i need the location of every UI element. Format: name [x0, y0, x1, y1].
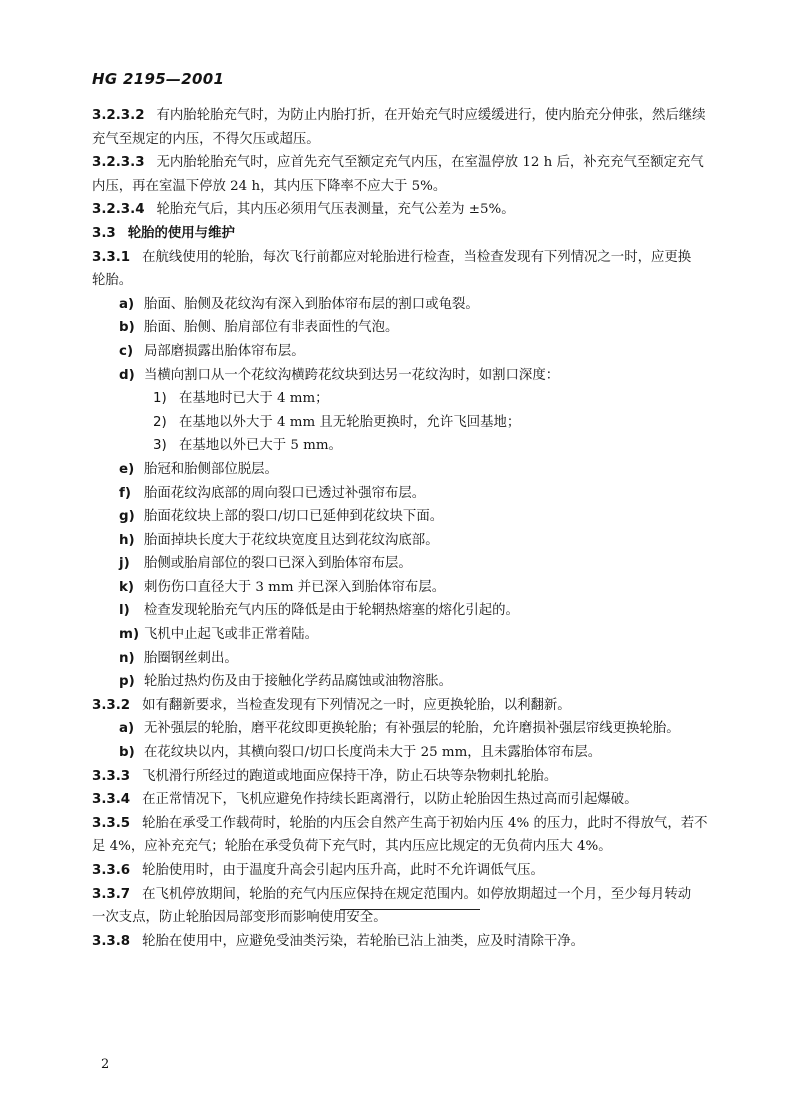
- sub-list-item-text: 在基地时已大于 4 mm；: [179, 391, 329, 407]
- list-item: [92, 364, 708, 388]
- sub-list-item-label: 1): [153, 391, 167, 407]
- list-item-text: 局部磨损露出胎体帘布层。: [144, 343, 305, 359]
- sub-list-item: [92, 434, 708, 458]
- list-item: [92, 482, 708, 506]
- list-item-text: 胎面、胎侧及花纹沟有深入到胎体帘布层的割口或龟裂。: [144, 296, 479, 312]
- clause-text: 如有翻新要求，当检查发现有下列情况之一时，应更换轮胎，以利翻新。: [142, 697, 571, 713]
- list-item: [92, 316, 708, 340]
- clause: [92, 788, 708, 812]
- clause-number: 3.3.8: [92, 933, 131, 949]
- clause-number: 3.3.3: [92, 768, 131, 784]
- clause-text: 轮胎充气后，其内压必须用气压表测量，充气公差为 ±5%。: [156, 202, 515, 218]
- section-heading: [92, 222, 708, 246]
- list-item-label: g): [119, 509, 135, 525]
- list-item-label: a): [119, 296, 135, 312]
- clause: [92, 198, 708, 222]
- list-item: [92, 717, 708, 741]
- section-number: 3.3: [92, 225, 116, 241]
- clause-text: 在飞机停放期间，轮胎的充气内压应保持在规定范围内。如停放期超过一个月，至少每月转动: [142, 886, 692, 902]
- clause-number: 3.2.3.2: [92, 108, 145, 123]
- list-item-label: k): [119, 579, 135, 595]
- list-item-label: a): [119, 721, 135, 737]
- clause-number: 3.3.2: [92, 697, 131, 713]
- clause-text: 充气至规定的内压，不得欠压或超压。: [92, 131, 320, 147]
- clause-text: 轮胎在使用中，应避免受油类污染，若轮胎已沾上油类，应及时清除干净。: [142, 933, 585, 949]
- list-item-label: h): [119, 532, 135, 548]
- list-item-text: 胎侧或胎肩部位的裂口已深入到胎体帘布层。: [144, 556, 412, 572]
- list-item: [92, 599, 708, 623]
- clause-line: [92, 175, 708, 199]
- clause-text: 无内胎轮胎充气时，应首先充气至额定充气内压，在室温停放 12 h 后，补充充气至额定充气: [156, 155, 704, 171]
- list-item-label: d): [119, 367, 135, 383]
- clause-line: [92, 930, 708, 954]
- standard-code: HG 2195—2001: [92, 70, 225, 88]
- list-item-text: 胎面花纹沟底部的周向裂口已透过补强帘布层。: [144, 485, 426, 501]
- sub-list-item: [92, 387, 708, 411]
- clause: [92, 812, 708, 859]
- clause: [92, 694, 708, 718]
- sub-list-item-label: 3): [153, 438, 167, 454]
- list-item-text: 无补强层的轮胎，磨平花纹即更换轮胎；有补强层的轮胎，允许磨损补强层帘线更换轮胎。: [144, 721, 680, 737]
- list-item-label: m): [119, 627, 140, 643]
- clause-text: 一次支点，防止轮胎因局部变形而影响使用安全。: [92, 910, 387, 926]
- clause-line: [92, 765, 708, 789]
- list-item-text: 胎面、胎侧、胎肩部位有非表面性的气泡。: [144, 320, 399, 336]
- list-item: [92, 741, 708, 765]
- sub-list-item-text: 在基地以外大于 4 mm 且无轮胎更换时，允许飞回基地；: [179, 414, 521, 430]
- sub-list-item: [92, 411, 708, 435]
- clause-text: 在正常情况下，飞机应避免作持续长距离滑行，以防止轮胎因生热过高而引起爆破。: [142, 792, 638, 808]
- list-item: [92, 623, 708, 647]
- clause-number: 3.2.3.4: [92, 202, 145, 218]
- list-item-label: f): [119, 485, 131, 501]
- sub-list-item-label: 2): [153, 414, 167, 430]
- list-item-text: 胎圈钢丝刺出。: [144, 650, 238, 666]
- section-title: 轮胎的使用与维护: [127, 225, 235, 241]
- clause: [92, 930, 708, 954]
- list-item-text: 在花纹块以内，其横向裂口/切口长度尚未大于 25 mm，且未露胎体帘布层。: [144, 745, 602, 761]
- list-item-text: 检查发现轮胎充气内压的降低是由于轮辋热熔塞的熔化引起的。: [144, 603, 519, 619]
- end-rule: [340, 909, 480, 910]
- clause-text: 轮胎。: [92, 273, 133, 289]
- clause: [92, 883, 708, 930]
- list-item: [92, 340, 708, 364]
- list-item: [92, 458, 708, 482]
- list-item-label: b): [119, 745, 135, 761]
- list-item-text: 胎面花纹块上部的裂口/切口已延伸到花纹块下面。: [144, 509, 444, 525]
- list-item-label: l): [119, 603, 130, 619]
- sub-list-item-text: 在基地以外已大于 5 mm。: [179, 438, 342, 454]
- clause-number: 3.3.5: [92, 815, 131, 831]
- list-item-label: b): [119, 320, 135, 336]
- clause: [92, 859, 708, 883]
- list-item: [92, 647, 708, 671]
- list-item: [92, 529, 708, 553]
- clause: [92, 246, 708, 293]
- list-item-label: n): [119, 650, 135, 666]
- list-item: [92, 505, 708, 529]
- clause-number: 3.3.6: [92, 863, 131, 878]
- clause-line: [92, 269, 708, 293]
- clause-line: [92, 883, 708, 907]
- list-item-label: j): [119, 556, 130, 572]
- clause-text: 轮胎使用时，由于温度升高会引起内压升高，此时不允许调低气压。: [142, 863, 544, 878]
- clause-number: 3.3.7: [92, 886, 131, 902]
- clause-text: 内压，再在室温下停放 24 h，其内压下降率不应大于 5%。: [92, 178, 447, 194]
- clause-line: [92, 104, 708, 128]
- list-item-label: e): [119, 461, 135, 477]
- clause-line: [92, 835, 708, 859]
- clause-line: [92, 246, 708, 270]
- clause: [92, 765, 708, 789]
- list-item: [92, 552, 708, 576]
- clause-text: 轮胎在承受工作载荷时，轮胎的内压会自然产生高于初始内压 4% 的压力，此时不得放气，若不: [142, 815, 708, 831]
- clause-text: 足 4%，应补充充气；轮胎在承受负荷下充气时，其内压应比规定的无负荷内压大 4%。: [92, 839, 612, 855]
- list-item: [92, 293, 708, 317]
- list-item-text: 胎冠和胎侧部位脱层。: [144, 461, 278, 477]
- list-item: [92, 670, 708, 694]
- clause-number: 3.2.3.3: [92, 155, 145, 171]
- page-number: 2: [101, 1057, 110, 1072]
- document-body: [92, 104, 708, 953]
- clause-line: [92, 128, 708, 152]
- list-item: [92, 576, 708, 600]
- list-item-text: 轮胎过热灼伤及由于接触化学药品腐蚀或油物溶胀。: [144, 674, 452, 690]
- clause-line: [92, 788, 708, 812]
- list-item-label: c): [119, 343, 134, 359]
- list-item-text: 飞机中止起飞或非正常着陆。: [144, 627, 319, 643]
- list-item-text: 当横向割口从一个花纹沟横跨花纹块到达另一花纹沟时，如割口深度：: [144, 367, 560, 383]
- list-item-text: 胎面掉块长度大于花纹块宽度且达到花纹沟底部。: [144, 532, 439, 548]
- clause-line: [92, 198, 708, 222]
- clause-number: 3.3.1: [92, 249, 131, 265]
- clause-text: 有内胎轮胎充气时，为防止内胎打折，在开始充气时应缓缓进行，使内胎充分伸张，然后继续: [156, 108, 706, 123]
- clause-line: [92, 812, 708, 836]
- clause: [92, 104, 708, 151]
- clause-line: [92, 859, 708, 883]
- clause-line: [92, 694, 708, 718]
- list-item-label: p): [119, 674, 135, 690]
- clause-number: 3.3.4: [92, 792, 131, 808]
- clause: [92, 151, 708, 198]
- clause-text: 在航线使用的轮胎，每次飞行前都应对轮胎进行检查，当检查发现有下列情况之一时，应更换: [142, 249, 692, 265]
- clause-text: 飞机滑行所经过的跑道或地面应保持干净，防止石块等杂物刺扎轮胎。: [142, 768, 558, 784]
- list-item-text: 刺伤伤口直径大于 3 mm 并已深入到胎体帘布层。: [144, 579, 446, 595]
- clause-line: [92, 151, 708, 175]
